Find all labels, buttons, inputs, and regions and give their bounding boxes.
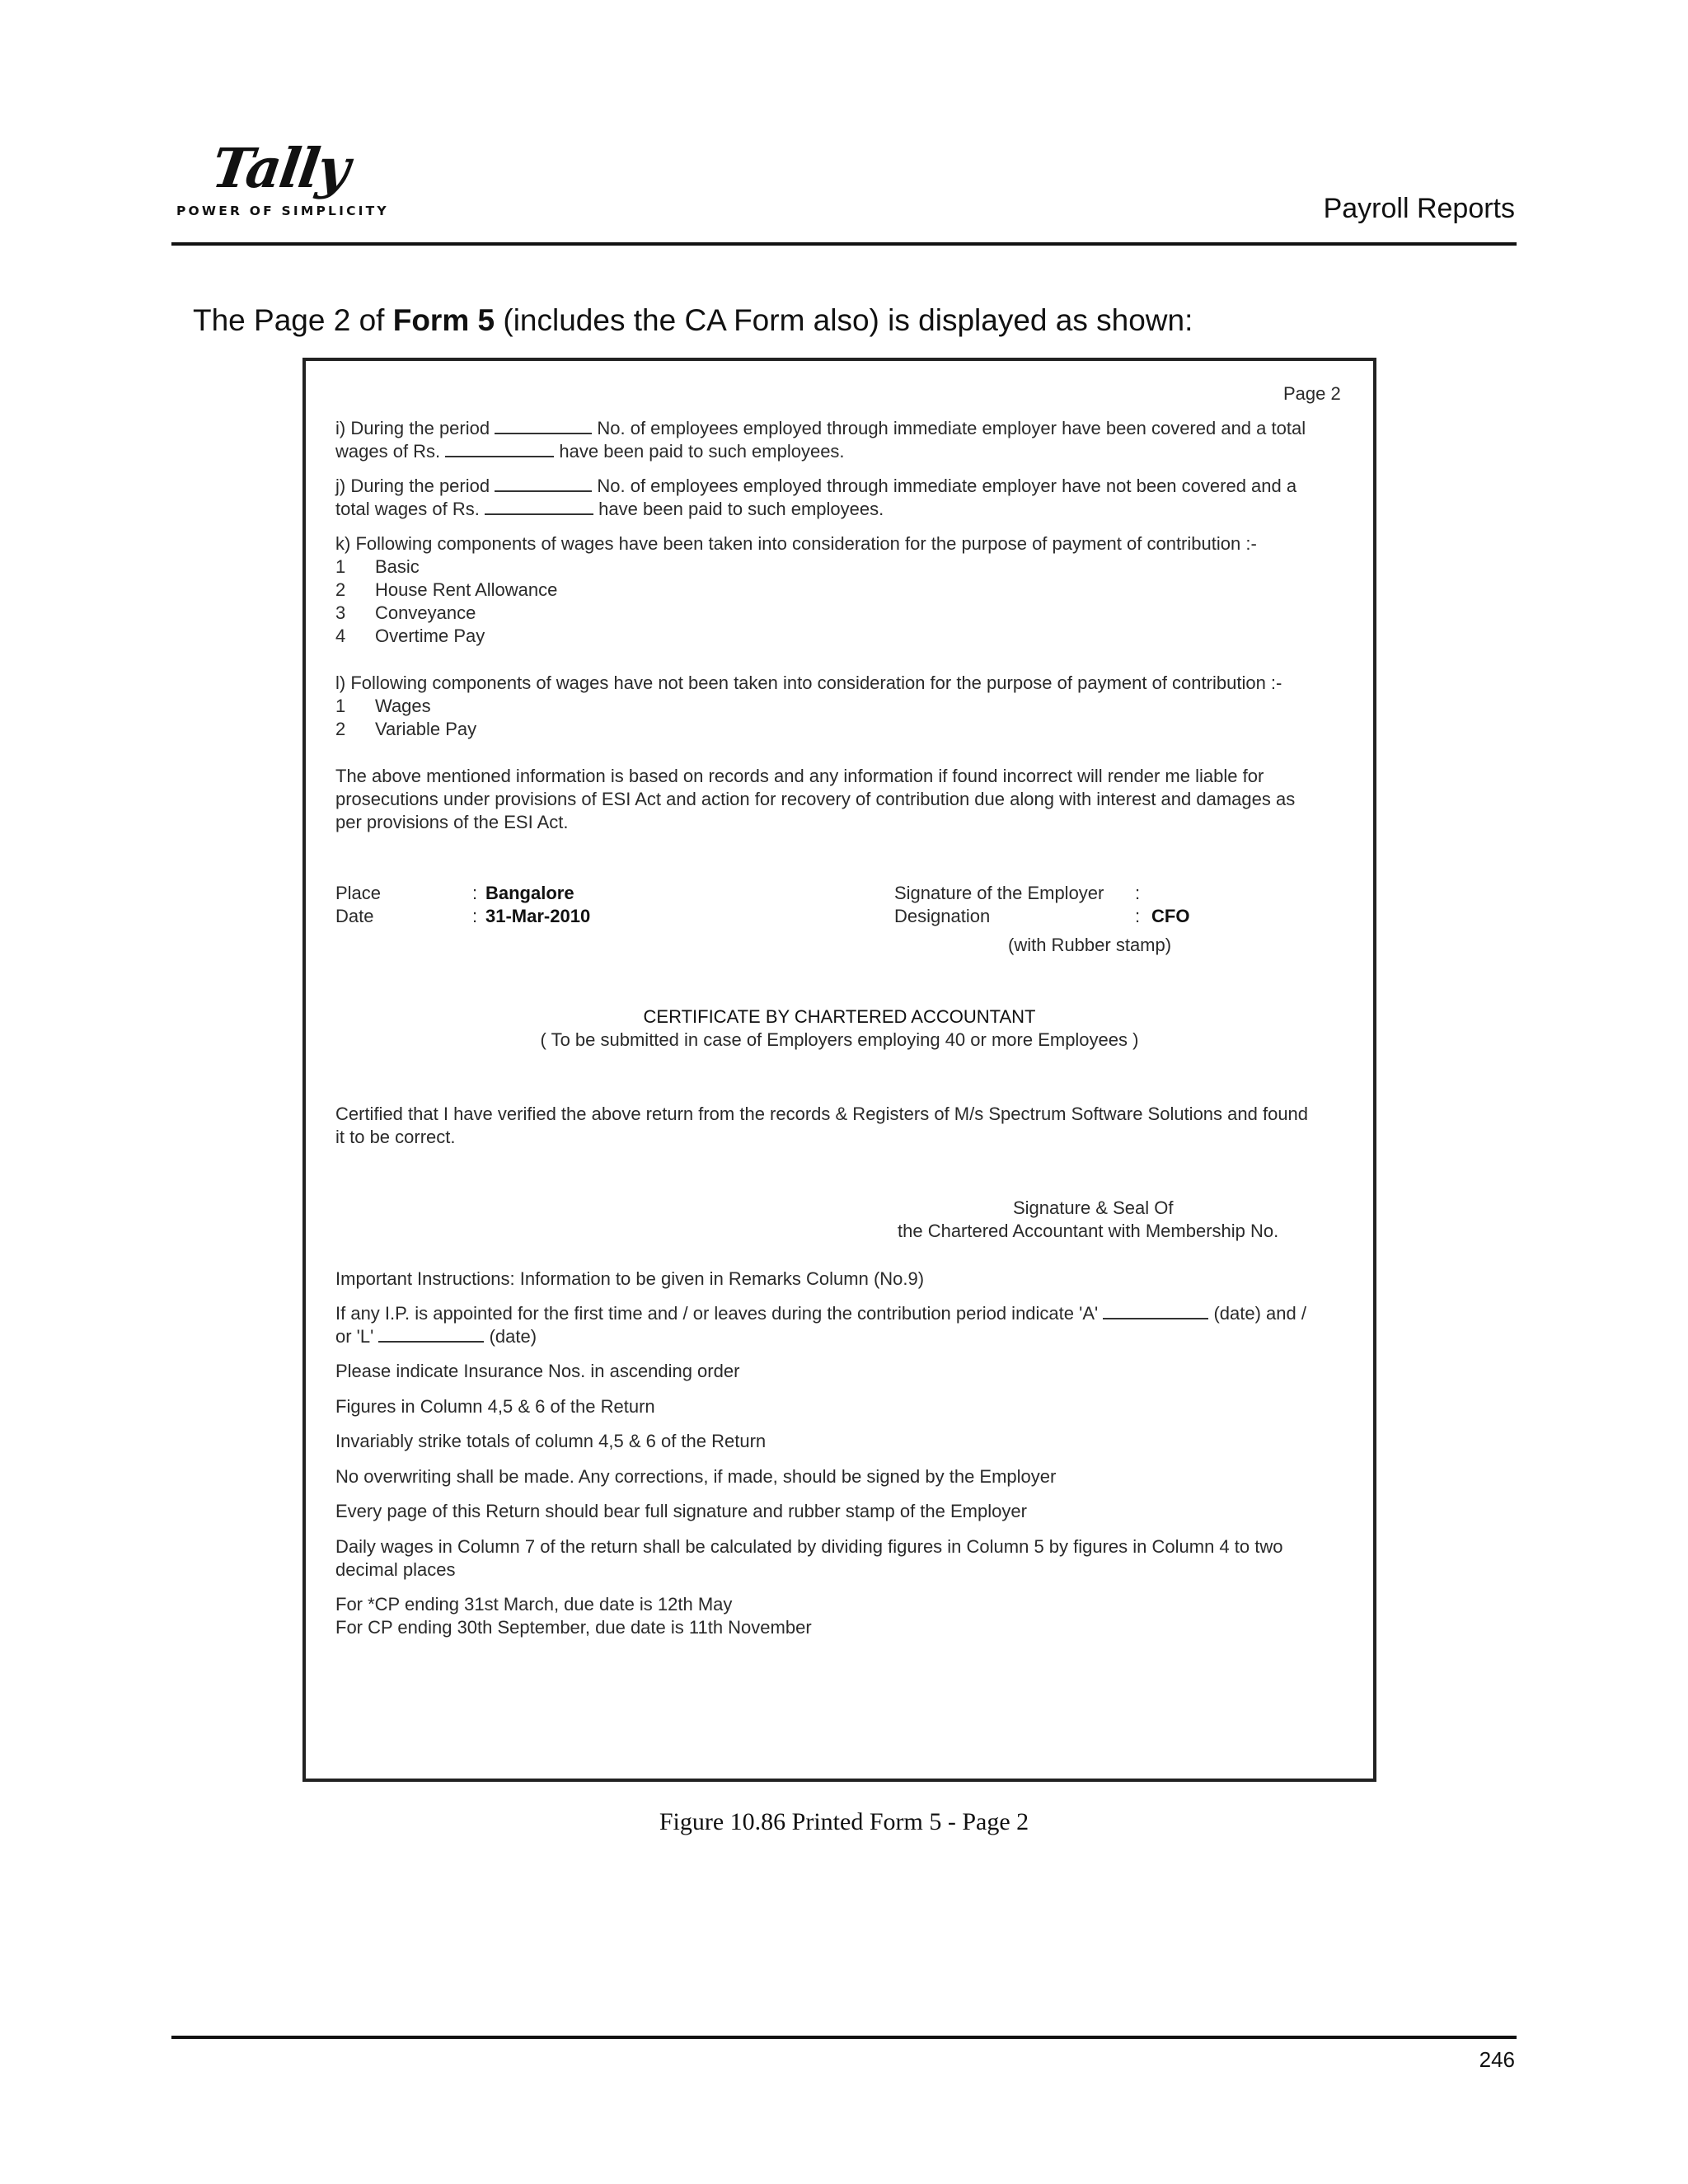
ca-certificate-title: CERTIFICATE BY CHARTERED ACCOUNTANT (643, 1006, 1036, 1027)
ip-line2-a: or 'L' (335, 1326, 374, 1347)
daily-wages-line: Daily wages in Column 7 of the return shall be calculated by dividing figures in Column 5 by figures in Column 4 to two (335, 1536, 1283, 1557)
ca-certificate-subtitle: ( To be submitted in case of Employers employing 40 or more Employees ) (540, 1029, 1139, 1050)
list-item-label: House Rent Allowance (375, 579, 558, 600)
intro-text (193, 303, 1193, 338)
ip-line2 (335, 1325, 537, 1348)
date-value: 31-Mar-2010 (485, 906, 591, 926)
due-date-line: For CP ending 30th September, due date is 11th November (335, 1617, 812, 1638)
list-item-label: Basic (375, 556, 420, 577)
header-title: Payroll Reports (1323, 193, 1515, 224)
designation-label: Designation (894, 906, 991, 926)
designation-colon: : (1135, 906, 1141, 926)
item-j-line1-a: j) During the period (335, 476, 490, 496)
tally-logo (175, 136, 389, 225)
daily-wages-line: decimal places (335, 1559, 456, 1580)
item-j-line2-a: total wages of Rs. (335, 499, 480, 519)
declaration-line: per provisions of the ESI Act. (335, 812, 569, 832)
signature-colon: : (1135, 883, 1141, 903)
item-j-line1-b: No. of employees employed through immediate employer have not been covered and a (597, 476, 1297, 496)
due-date-line: For *CP ending 31st March, due date is 12th May (335, 1594, 733, 1615)
logo-tagline: POWER OF SIMPLICITY (176, 204, 389, 218)
ip-line2-b: (date) (489, 1326, 537, 1347)
blank-field (485, 499, 593, 515)
item-k-heading: k) Following components of wages have been taken into consideration for the purpose of payment of contribution :- (335, 533, 1257, 554)
declaration-line: prosecutions under provisions of ESI Act and action for recovery of contribution due along with interest and damages as (335, 789, 1296, 809)
ca-signature-line2: the Chartered Accountant with Membership No. (898, 1221, 1279, 1241)
item-i-line1-a: i) During the period (335, 418, 490, 438)
instructions-heading: Important Instructions: Information to be given in Remarks Column (No.9) (335, 1268, 925, 1289)
declaration-line: The above mentioned information is based on records and any information if found incorrect will render me liable for (335, 766, 1264, 786)
instruction-line: Please indicate Insurance Nos. in ascending order (335, 1361, 740, 1381)
item-i-line1 (335, 417, 1306, 440)
item-j-line1 (335, 475, 1296, 498)
place-value: Bangalore (485, 883, 574, 903)
ip-line1-b: (date) and / (1213, 1303, 1306, 1324)
list-item-label: Overtime Pay (375, 626, 485, 646)
place-label: Place (335, 883, 382, 903)
list-item (335, 555, 420, 579)
list-item-number: 1 (335, 556, 346, 577)
list-item (335, 718, 476, 741)
item-i-line2-b: have been paid to such employees. (559, 441, 845, 462)
item-i-line2-a: wages of Rs. (335, 441, 441, 462)
form-5-page-2 (302, 358, 1376, 1782)
figure-caption: Figure 10.86 Printed Form 5 - Page 2 (659, 1808, 1029, 1835)
instruction-line: Invariably strike totals of column 4,5 & 6 of the Return (335, 1431, 767, 1451)
instruction-line: Figures in Column 4,5 & 6 of the Return (335, 1396, 655, 1417)
item-l-heading: l) Following components of wages have not been taken into consideration for the purpose of payment of contribution :- (335, 673, 1282, 693)
ca-signature-line1: Signature & Seal Of (1013, 1197, 1174, 1218)
instruction-line: Every page of this Return should bear full signature and rubber stamp of the Employer (335, 1501, 1027, 1521)
list-item (335, 695, 431, 718)
page-label: Page 2 (1283, 383, 1341, 404)
date-label: Date (335, 906, 374, 926)
list-item-number: 2 (335, 579, 346, 600)
logo-wordmark: Tally (208, 136, 353, 200)
ip-line1-a: If any I.P. is appointed for the first time and / or leaves during the contribution period indicate 'A' (335, 1303, 1099, 1324)
certified-line: it to be correct. (335, 1127, 456, 1147)
intro-bold: Form 5 (392, 303, 495, 337)
blank-field (445, 441, 554, 457)
blank-field (495, 418, 592, 434)
instruction-line: No overwriting shall be made. Any corrections, if made, should be signed by the Employer (335, 1466, 1057, 1487)
item-j-line2 (335, 498, 884, 521)
list-item-number: 2 (335, 719, 346, 739)
ip-line1 (335, 1302, 1306, 1325)
list-item (335, 625, 485, 648)
designation-value: CFO (1151, 906, 1190, 926)
intro-before: The Page 2 of (193, 303, 393, 337)
list-item-label: Wages (375, 696, 431, 716)
place-colon: : (472, 883, 478, 903)
blank-field (378, 1326, 484, 1343)
header-rule (171, 242, 1517, 246)
signature-employer-label: Signature of the Employer (894, 883, 1104, 903)
item-i-line1-b: No. of employees employed through immediate employer have been covered and a total (597, 418, 1306, 438)
rubber-stamp-note: (with Rubber stamp) (1008, 935, 1172, 955)
blank-field (1103, 1303, 1208, 1319)
list-item-label: Variable Pay (375, 719, 477, 739)
list-item-number: 3 (335, 602, 346, 623)
footer-rule (171, 2036, 1517, 2039)
intro-after: (includes the CA Form also) is displayed as shown: (495, 303, 1193, 337)
list-item (335, 579, 557, 602)
list-item-number: 1 (335, 696, 346, 716)
item-j-line2-b: have been paid to such employees. (598, 499, 884, 519)
blank-field (495, 476, 592, 492)
page-number: 246 (1479, 2047, 1515, 2072)
list-item-number: 4 (335, 626, 346, 646)
date-colon: : (472, 906, 478, 926)
item-i-line2 (335, 440, 845, 463)
list-item-label: Conveyance (375, 602, 476, 623)
list-item (335, 602, 476, 625)
certified-line: Certified that I have verified the above return from the records & Registers of M/s Spectrum Software Solutions and found (335, 1104, 1309, 1124)
